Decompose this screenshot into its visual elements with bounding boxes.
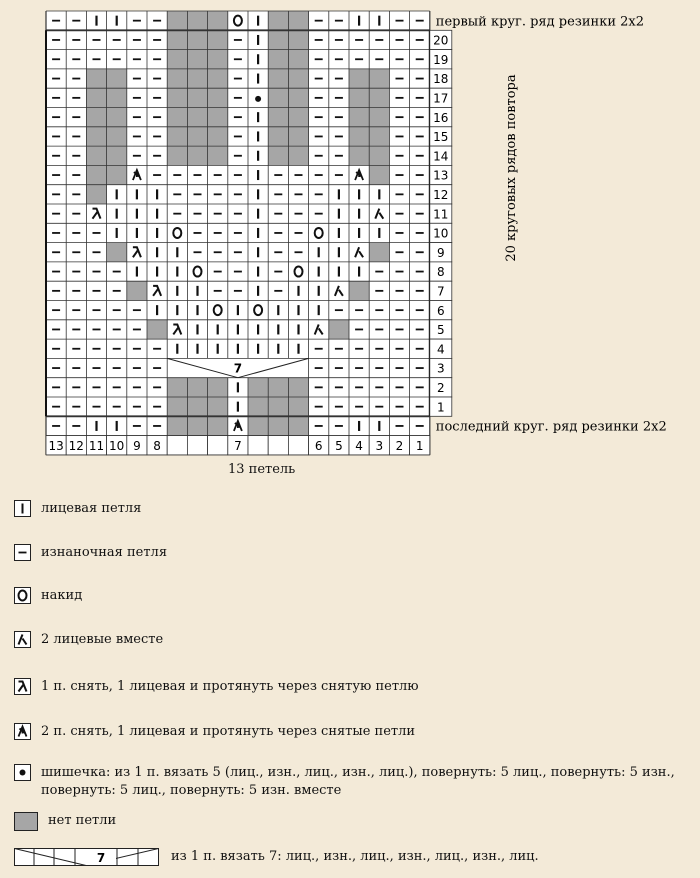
no-stitch-cell [208, 69, 228, 88]
row-note-label: последний круг. ряд резинки 2х2 [435, 419, 667, 435]
no-stitch-cell [349, 127, 369, 146]
legend-text: 1 п. снять, 1 лицевая и протянуть через снятую петлю [41, 679, 419, 694]
legend-item [14, 500, 141, 518]
no-stitch-cell [369, 127, 389, 146]
no-stitch-cell [208, 378, 228, 397]
column-number: 1 [415, 438, 424, 453]
no-stitch-cell [288, 397, 308, 416]
row-number: 20 [433, 33, 449, 48]
no-stitch-cell [248, 378, 268, 397]
column-number: 12 [68, 438, 84, 453]
legend-seven-row [14, 848, 539, 866]
no-stitch-cell [208, 127, 228, 146]
no-stitch-cell [268, 397, 288, 416]
no-stitch-cell [86, 108, 106, 127]
row-number: 12 [433, 188, 449, 202]
seven-stitch-number: 7 [96, 851, 106, 865]
purl-symbol-icon [15, 545, 30, 560]
no-stitch-cell [208, 416, 228, 435]
legend-seven-text: из 1 п. вязать 7: лиц., изн., лиц., изн., лиц., изн., лиц. [171, 849, 539, 864]
no-stitch-cell [208, 11, 228, 30]
legend-item [14, 587, 82, 605]
no-stitch-cell [288, 108, 308, 127]
no-stitch-cell [167, 11, 187, 30]
no-stitch-cell [248, 397, 268, 416]
legend-item [14, 764, 681, 800]
no-stitch-cell [208, 397, 228, 416]
no-stitch-cell [187, 69, 207, 88]
no-stitch-cell [208, 50, 228, 69]
no-stitch-cell [107, 127, 127, 146]
no-stitch-cell [187, 146, 207, 165]
no-stitch-cell [248, 416, 268, 435]
row-number: 13 [433, 168, 449, 183]
row-number: 16 [433, 110, 449, 125]
chart-cell [208, 301, 228, 320]
chart-cell [288, 262, 308, 281]
legend-text: 2 п. снять, 1 лицевая и протянуть через снятые петли [41, 724, 416, 739]
row-number: 11 [433, 207, 449, 222]
no-stitch-cell [288, 146, 308, 165]
no-stitch-cell [167, 416, 187, 435]
no-stitch-cell [369, 165, 389, 184]
no-stitch-cell [187, 127, 207, 146]
no-stitch-cell [86, 88, 106, 107]
no-stitch-cell [288, 11, 308, 30]
no-stitch-cell [288, 30, 308, 49]
no-stitch-cell [107, 88, 127, 107]
no-stitch-cell [167, 146, 187, 165]
no-stitch-cell [349, 146, 369, 165]
no-stitch-cell [167, 69, 187, 88]
no-stitch-cell [86, 165, 106, 184]
no-stitch-cell [268, 11, 288, 30]
row-axis-label: 20 круговых рядов повтора [504, 74, 519, 262]
row-number: 1 [436, 400, 445, 415]
chart-cell [309, 223, 329, 242]
no-stitch-cell [288, 69, 308, 88]
column-number: 7 [234, 438, 242, 453]
legend-item [14, 631, 163, 649]
no-stitch-cell [268, 378, 288, 397]
chart-cell [187, 262, 207, 281]
no-stitch-cell [127, 281, 147, 300]
bobble-symbol-icon [15, 765, 30, 780]
no-stitch-cell [167, 50, 187, 69]
legend-symbol [14, 587, 31, 604]
no-stitch-cell [329, 320, 349, 339]
column-number: 11 [88, 438, 105, 453]
chart-cell [167, 223, 187, 242]
no-stitch-cell [86, 146, 106, 165]
no-stitch-cell [167, 378, 187, 397]
legend-item [14, 544, 167, 562]
no-stitch-cell [167, 30, 187, 49]
no-stitch-cell [369, 146, 389, 165]
row-number: 6 [436, 303, 445, 318]
seven-stitch-label: 7 [233, 361, 243, 376]
no-stitch-cell [167, 397, 187, 416]
no-stitch-cell [349, 69, 369, 88]
ssk-symbol-icon [15, 679, 30, 694]
column-number: 13 [48, 438, 64, 453]
no-stitch-cell [349, 108, 369, 127]
no-stitch-cell [268, 127, 288, 146]
row-number: 18 [433, 72, 449, 87]
column-number-cell [208, 436, 228, 455]
yarn-over-symbol-icon [15, 588, 30, 603]
no-stitch-cell [288, 50, 308, 69]
no-stitch-cell [107, 69, 127, 88]
k2tog-symbol-icon [15, 632, 30, 647]
no-stitch-cell [288, 378, 308, 397]
no-stitch-cell [288, 127, 308, 146]
no-stitch-cell [268, 69, 288, 88]
no-stitch-cell [107, 243, 127, 262]
row-number: 9 [436, 245, 445, 260]
no-stitch-cell [147, 320, 167, 339]
no-stitch-cell [268, 146, 288, 165]
no-stitch-cell [208, 88, 228, 107]
row-number: 15 [433, 130, 449, 145]
column-number: 3 [375, 438, 384, 453]
row-number: 17 [433, 91, 449, 106]
no-stitch-cell [187, 108, 207, 127]
no-stitch-cell [349, 281, 369, 300]
column-number: 10 [109, 438, 125, 453]
no-stitch-cell [167, 127, 187, 146]
no-stitch-cell [268, 108, 288, 127]
legend-item [14, 723, 415, 741]
no-stitch-cell [107, 165, 127, 184]
no-stitch-cell [288, 416, 308, 435]
legend-symbol [14, 678, 31, 695]
no-stitch-cell [369, 88, 389, 107]
row-number: 2 [436, 381, 445, 395]
no-stitch-cell [208, 146, 228, 165]
legend-text: 2 лицевые вместе [41, 632, 164, 647]
column-number-cell [268, 436, 288, 455]
sk2p-symbol-icon [15, 724, 30, 739]
row-number: 5 [436, 323, 445, 338]
column-number: 5 [335, 438, 343, 453]
no-stitch-cell [187, 88, 207, 107]
no-stitch-cell [268, 50, 288, 69]
column-number-cell [187, 436, 207, 455]
legend-text: накид [41, 588, 83, 603]
legend-text: лицевая петля [41, 501, 142, 516]
seven-stitch-symbol [14, 848, 159, 866]
no-stitch-cell [167, 108, 187, 127]
column-number: 6 [314, 438, 323, 453]
no-stitch-cell [187, 378, 207, 397]
row-number: 7 [436, 284, 445, 299]
no-stitch-cell [349, 88, 369, 107]
row-note-label: первый круг. ряд резинки 2х2 [435, 14, 645, 30]
chart-cell [228, 11, 248, 30]
no-stitch-cell [208, 108, 228, 127]
legend-item [14, 812, 116, 831]
repeat-label: 13 петель [228, 462, 296, 477]
no-stitch-cell [86, 185, 106, 204]
chart-cell [248, 301, 268, 320]
no-stitch-cell [167, 88, 187, 107]
no-stitch-cell [187, 397, 207, 416]
column-number: 9 [133, 438, 141, 453]
column-number-cell [288, 436, 308, 455]
row-number: 4 [436, 342, 445, 357]
legend-symbol [14, 723, 31, 740]
bobble-symbol [255, 96, 261, 102]
knit-symbol-icon [15, 501, 30, 516]
column-number: 4 [355, 438, 363, 453]
no-stitch-cell [86, 127, 106, 146]
legend-symbol [14, 544, 31, 561]
legend-symbol [14, 812, 38, 831]
no-stitch-cell [208, 30, 228, 49]
legend-symbol [14, 631, 31, 648]
row-number: 8 [436, 265, 445, 280]
no-stitch-cell [187, 11, 207, 30]
no-stitch-cell [86, 69, 106, 88]
legend-text: шишечка: из 1 п. вязать 5 (лиц., изн., лиц., изн., лиц.), повернуть: 5 лиц., повернуть: 5 изн., повернуть: 5 лиц., повернуть: 5 изн. вместе [41, 765, 675, 798]
legend-text: нет петли [48, 813, 117, 828]
no-stitch-cell [369, 108, 389, 127]
column-number: 2 [395, 438, 404, 453]
legend-item [14, 678, 419, 696]
row-number: 14 [433, 149, 449, 164]
no-stitch-cell [288, 88, 308, 107]
no-stitch-cell [187, 416, 207, 435]
row-number: 19 [433, 52, 449, 67]
no-stitch-cell [268, 416, 288, 435]
legend-symbol [14, 500, 31, 517]
no-stitch-cell [107, 146, 127, 165]
legend-text: изнаночная петля [41, 545, 168, 560]
legend-symbol [14, 764, 31, 781]
column-number-cell [167, 436, 187, 455]
column-number-cell [248, 436, 268, 455]
no-stitch-cell [187, 50, 207, 69]
no-stitch-cell [107, 108, 127, 127]
no-stitch-cell [187, 30, 207, 49]
row-number: 3 [436, 361, 445, 376]
no-stitch-cell [268, 30, 288, 49]
no-stitch-cell [369, 243, 389, 262]
column-number: 8 [153, 438, 161, 453]
no-stitch-cell [369, 69, 389, 88]
row-number: 10 [433, 226, 449, 241]
no-stitch-cell [268, 88, 288, 107]
